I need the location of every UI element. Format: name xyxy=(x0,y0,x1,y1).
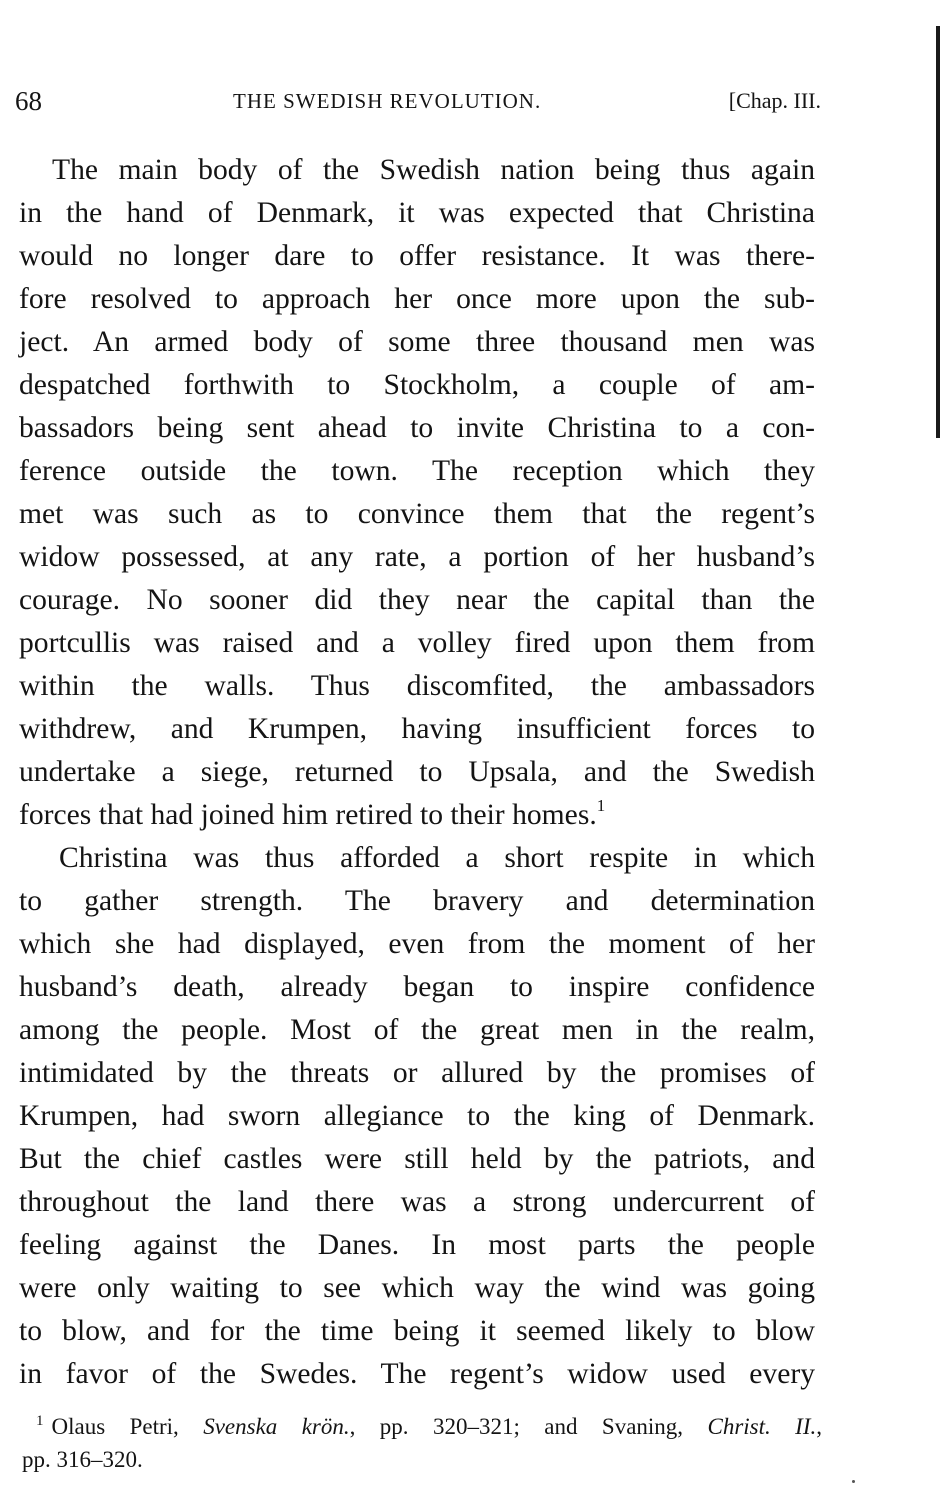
text-line: feeling against the Danes. In most parts the people xyxy=(19,1229,815,1261)
text-line: in favor of the Swedes. The regent’s widow used every xyxy=(19,1358,815,1390)
text-line: ference outside the town. The reception which they xyxy=(19,455,815,487)
footnote-source-title: Christ. II. xyxy=(707,1414,817,1439)
text-line: to blow, and for the time being it seemed likely to blow xyxy=(19,1315,815,1347)
footnote-text: , pp. 320–321; and Svaning, xyxy=(349,1414,708,1439)
text-line: despatched forthwith to Stockholm, a couple of am- xyxy=(19,369,815,401)
text-line: portcullis was raised and a volley fired upon them from xyxy=(19,627,815,659)
text-line: bassadors being sent ahead to invite Christina to a con- xyxy=(19,412,815,444)
text-line: met was such as to convince them that the regent’s xyxy=(19,498,815,530)
footnotes xyxy=(22,1411,822,1477)
footnote-line: pp. 316–320. xyxy=(22,1447,143,1472)
chapter-label: [Chap. III. xyxy=(728,88,821,113)
text-line: withdrew, and Krumpen, having insufficient forces to xyxy=(19,713,815,745)
text-line: within the walls. Thus discomfited, the ambassadors xyxy=(19,670,815,702)
text-line: intimidated by the threats or allured by the promises of xyxy=(19,1057,815,1089)
text-line: to gather strength. The bravery and determination xyxy=(19,885,815,917)
page-edge-rule xyxy=(936,26,940,438)
text-line: among the people. Most of the great men in the realm, xyxy=(19,1014,815,1046)
footnote-reference: 1 xyxy=(596,796,606,815)
text-line: husband’s death, already began to inspire confidence xyxy=(19,971,815,1003)
body-text xyxy=(19,149,815,1396)
text-line: Christina was thus afforded a short respite in which xyxy=(59,842,815,874)
text-line: in the hand of Denmark, it was expected that Christina xyxy=(19,197,815,229)
footnote-line xyxy=(22,1411,822,1444)
footnote-source-title: Svenska krön. xyxy=(203,1414,350,1439)
page-speck xyxy=(852,1480,855,1483)
text-line: But the chief castles were still held by the patriots, and xyxy=(19,1143,815,1175)
running-head xyxy=(15,84,821,118)
page-number: 68 xyxy=(15,86,42,116)
text-line: The main body of the Swedish nation being thus again xyxy=(52,154,815,186)
text-line: Krumpen, had sworn allegiance to the king of Denmark. xyxy=(19,1100,815,1132)
text-line: undertake a siege, returned to Upsala, and the Swedish xyxy=(19,756,815,788)
text-line: courage. No sooner did they near the capital than the xyxy=(19,584,815,616)
text-line: widow possessed, at any rate, a portion of her husband’s xyxy=(19,541,815,573)
text-line: ject. An armed body of some three thousand men was xyxy=(19,326,815,358)
text-line: fore resolved to approach her once more upon the sub- xyxy=(19,283,815,315)
text-line: forces that had joined him retired to their homes. xyxy=(19,799,597,831)
text-line: which she had displayed, even from the moment of her xyxy=(19,928,815,960)
running-title: THE SWEDISH REVOLUTION. xyxy=(233,89,542,113)
footnote-text: Olaus Petri, xyxy=(51,1414,204,1439)
text-line: would no longer dare to offer resistance. It was there- xyxy=(19,240,815,272)
text-line: throughout the land there was a strong undercurrent of xyxy=(19,1186,815,1218)
footnote-marker: 1 xyxy=(36,1413,44,1429)
footnote-text: , xyxy=(816,1414,822,1439)
text-line: were only waiting to see which way the wind was going xyxy=(19,1272,815,1304)
text-line-with-footnote-ref xyxy=(19,794,815,837)
